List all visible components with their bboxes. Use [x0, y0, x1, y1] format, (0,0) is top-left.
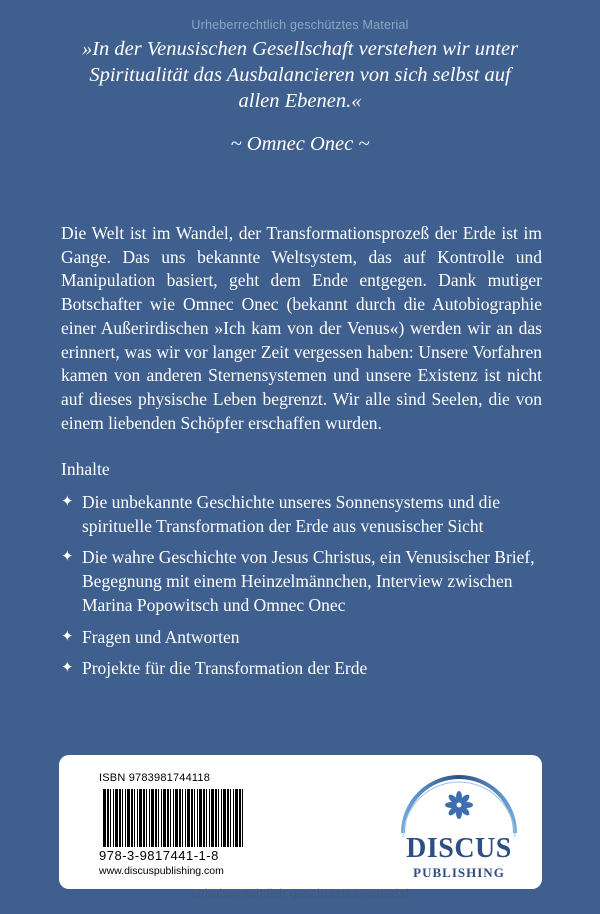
barcode-bar	[185, 789, 186, 847]
epigraph-author: ~ Omnec Onec ~	[230, 133, 370, 155]
list-item-text: Fragen und Antworten	[82, 626, 240, 647]
barcode-bar	[139, 789, 142, 847]
isbn-number: 978-3-9817441-1-8	[99, 848, 219, 863]
list-item	[61, 491, 542, 538]
barcode-bar	[137, 789, 138, 847]
epigraph-quote: »In der Venusischen Gesellschaft verstehen wir unter Spiritualität das Ausbalancieren von sich selbst auf allen Ebenen.«	[81, 38, 519, 112]
barcode-bar	[233, 789, 234, 847]
copyright-watermark-top: Urheberrechtlich geschütztes Material	[191, 18, 409, 32]
barcode-bar	[187, 789, 190, 847]
barcode-bar	[215, 789, 217, 847]
book-description: Die Welt ist im Wandel, der Transformationsprozeß der Erde ist im Gange. Das uns bekannte Weltsystem, das auf Kontrolle und Manipulation basiert, geht dem Ende entgegen. Dank mutiger Botschafter wie Omnec Onec (bekannt durch die Autobiographie einer Außerirdischen »Ich kam von der Venus«) werden wir an das erinnert, was wir vor langer Zeit vergessen haben: Unsere Vorfahren kamen von anderen Sternensystemen und unsere Existenz ist nicht auf dieses physische Leben begrenzt. Wir alle sind Seelen, die von einem liebenden Schöpfer erschaffen wurden.	[61, 223, 542, 433]
list-item	[61, 657, 542, 681]
publisher-subtitle: PUBLISHING	[413, 865, 505, 880]
barcode-bar	[203, 789, 205, 847]
contents-heading: Inhalte	[61, 459, 110, 479]
barcode-bar	[143, 789, 145, 847]
barcode-bar	[191, 789, 193, 847]
barcode-bar	[221, 789, 222, 847]
star-arc-logo-icon	[389, 767, 529, 837]
barcode-bar	[194, 789, 195, 847]
barcode-bar	[115, 789, 118, 847]
barcode-bar	[179, 789, 181, 847]
list-item-text: Projekte für die Transformation der Erde	[82, 658, 368, 679]
barcode-bar	[103, 789, 106, 847]
barcode-bar	[125, 789, 126, 847]
barcode-bar	[119, 789, 121, 847]
barcode-bar	[173, 789, 174, 847]
barcode-bar	[149, 789, 150, 847]
list-item-text: Die wahre Geschichte von Jesus Christus, ein Venusischer Brief, Begegnung mit einem Heinzelmännchen, Interview zwischen Marina Popowitsch und Omnec Onec	[82, 547, 535, 615]
barcode-bar	[155, 789, 157, 847]
barcode-bar	[199, 789, 202, 847]
barcode-bar	[230, 789, 231, 847]
barcode-bar	[239, 789, 241, 847]
list-item	[61, 546, 542, 617]
contents-list	[61, 491, 542, 689]
barcode-bar	[242, 789, 243, 847]
barcode-bar	[206, 789, 207, 847]
barcode-bar	[197, 789, 198, 847]
barcode-bar	[167, 789, 169, 847]
copyright-watermark-bottom: Urheberrechtlich geschütztes Material	[191, 887, 409, 901]
four-point-star-icon: ✦	[61, 494, 74, 510]
barcode-bar	[182, 789, 183, 847]
barcode-bar	[161, 789, 162, 847]
publisher-panel	[59, 755, 542, 889]
barcode-block	[97, 769, 251, 881]
barcode-bar	[131, 789, 133, 847]
barcode-bar	[134, 789, 135, 847]
list-item-text: Die unbekannte Geschichte unseres Sonnensystems und die spirituelle Transformation der Erde aus venusischer Sicht	[82, 492, 500, 536]
publisher-url: www.discuspublishing.com	[99, 865, 224, 877]
barcode-bar	[158, 789, 159, 847]
barcode-bar	[127, 789, 130, 847]
barcode-bar	[122, 789, 123, 847]
barcode-bar	[107, 789, 109, 847]
barcode-bar	[146, 789, 147, 847]
barcode-bar	[151, 789, 154, 847]
barcode-bar	[211, 789, 214, 847]
barcode-bar	[163, 789, 166, 847]
publisher-logo	[389, 767, 529, 883]
four-point-star-icon: ✦	[61, 628, 74, 645]
barcode-bar	[218, 789, 219, 847]
barcode-bar	[209, 789, 210, 847]
barcode-bar	[113, 789, 114, 847]
barcode-bar	[110, 789, 111, 847]
barcode-bar	[175, 789, 178, 847]
list-item	[61, 626, 542, 650]
four-point-star-icon: ✦	[61, 660, 74, 677]
barcode-bar	[235, 789, 238, 847]
isbn-label: ISBN 9783981744118	[99, 772, 211, 784]
barcode-bar	[170, 789, 171, 847]
four-point-star-icon: ✦	[61, 549, 74, 566]
barcode-bar	[227, 789, 229, 847]
barcode-icon	[99, 789, 249, 847]
barcode-bar	[223, 789, 226, 847]
publisher-name: DISCUS	[406, 833, 512, 864]
